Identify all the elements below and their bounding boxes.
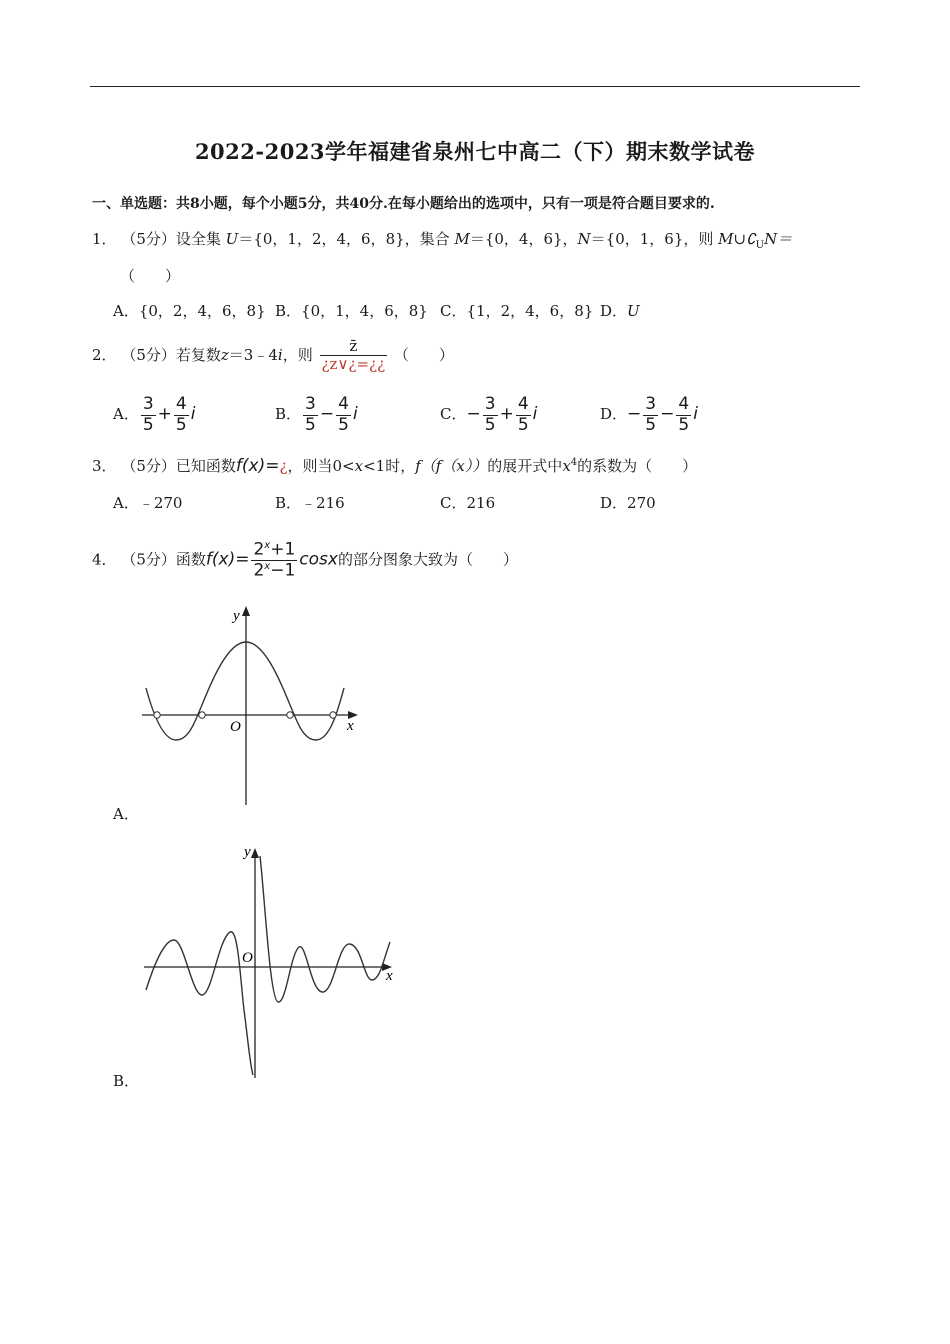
q4-den-sup: x [264,561,271,573]
q3-text-c: <1时， [363,457,416,475]
q2-paren: （ ） [393,345,454,364]
q1-var-n: N [577,230,591,248]
question-2 [92,338,454,374]
q2-d-frac1 [643,395,658,435]
graph-a-zero-1 [154,712,160,718]
q4-num-base: 2 [253,539,265,560]
q2-then: ，则 [282,345,313,364]
section-heading: 一、单选题：共8小题，每个小题5分，共40分.在每小题给出的选项中，只有一项是符合题目要求的. [92,196,715,212]
q1-sub: U [755,240,765,251]
q3-option-d: D．270 [600,494,656,512]
q1-set-n: ＝{0，1，6}，则 [590,230,714,248]
q3-garble: ¿ [279,457,288,475]
q2-d-label: D． [600,405,628,424]
q1-option-d-var: U [627,302,640,320]
q2-a-n1: 3 [142,394,154,414]
q1-paren: （ ） [120,267,181,285]
q2-option-b [275,395,358,435]
q2-b-d2: 5 [338,414,349,435]
question-4 [92,540,518,581]
graph-a-y-arrow [242,606,250,616]
q1-text: 设全集 [175,230,221,248]
graph-a [140,600,370,810]
q2-b-frac2 [336,395,351,435]
q4-cos: cosx [299,549,338,570]
graph-b [140,840,410,1080]
q2-c-d2: 5 [517,414,529,435]
q2-text: 若复数 [175,345,221,364]
graph-b-y-arrow [251,848,259,858]
q3-text-d: 的展开式中 [487,457,563,475]
q2-c-i: i [532,404,538,425]
q2-a-op: + [157,404,172,425]
q2-b-d1: 5 [305,414,316,435]
q2-d-d2: 5 [678,414,690,435]
q2-d-op: − [660,404,675,425]
q2-d-sign: − [627,404,642,425]
q1-var-m: M [454,230,470,248]
q2-a-frac2 [174,395,189,435]
q2-b-i: i [352,404,358,425]
page-title: 2022-2023学年福建省泉州七中高二（下）期末数学试卷 [194,139,756,164]
q2-c-frac2 [516,395,531,435]
graph-a-zero-2 [199,712,205,718]
q2-b-op: − [319,404,335,425]
q2-number: 2． [92,345,117,364]
graph-a-origin-label: O [230,719,241,735]
q2-var-z: z [220,345,229,364]
q4-num-tail: +1 [270,539,296,560]
q2-frac-num: z̄ [320,338,388,356]
graph-b-option-label: B． [113,1072,140,1090]
q1-number: 1． [92,230,117,248]
q2-b-n2: 4 [338,394,349,414]
q2-c-frac1 [483,395,498,435]
q1-option-d [600,300,640,321]
q4-text-a: 函数 [175,550,206,569]
q1-option-b: B．{0，1，4，6，8} [275,302,428,320]
graph-a-x-label: x [347,718,354,734]
q3-ffx: f（f（x）） [415,457,488,475]
q1-tail: N＝ [764,230,793,248]
q3-x4: x [562,457,571,475]
q4-den-base: 2 [253,560,265,581]
graph-a-zero-4 [330,712,336,718]
q4-frac-den [251,561,297,581]
q3-option-b: B．﹣216 [275,494,345,512]
q2-option-a [113,395,195,435]
q2-a-i: i [190,404,196,425]
q2-var-i: i [277,345,283,364]
q2-eq: ＝3﹣4 [228,345,278,364]
graph-a-option-label: A． [113,805,139,823]
q2-d-n1: 3 [645,394,657,414]
q2-option-c [440,395,537,435]
graph-b-curve-right [260,856,390,1002]
graph-a-curve [146,642,344,740]
q3-exp: 4 [570,457,578,468]
q1-option-d-label: D． [600,302,628,320]
q2-c-n1: 3 [484,394,496,414]
q3-text-e: 的系数为（ ） [577,457,698,475]
q1-set-u: ＝{0，1，2，4，6，8}，集合 [238,230,450,248]
q2-fraction [320,338,388,374]
q4-fx: f(x)= [205,549,250,570]
graph-b-curve-left [146,932,253,1075]
q4-score: （5分） [121,550,176,569]
q3-number: 3． [92,457,117,475]
q4-fraction [251,540,297,581]
q2-a-d2: 5 [175,414,187,435]
q2-a-n2: 4 [175,394,187,414]
q1-expr: M∪∁ [718,230,756,248]
q2-c-label: C． [440,405,467,424]
q2-c-d1: 5 [484,414,496,435]
q2-a-frac1 [141,395,156,435]
q2-option-d [600,395,698,435]
q2-score: （5分） [121,345,176,364]
q4-den-tail: −1 [270,560,296,581]
q3-x: x [354,457,364,475]
q2-c-sign: − [466,404,481,425]
q2-d-frac2 [676,395,691,435]
q2-c-op: + [499,404,514,425]
q1-option-c: C．{1，2，4，6，8} [440,302,594,320]
question-3 [92,455,697,476]
q2-d-n2: 4 [678,394,690,414]
graph-a-y-label: y [233,608,240,624]
q3-option-c: C．216 [440,494,496,512]
q3-option-a: A．﹣270 [113,494,183,512]
q4-number: 4． [92,550,117,569]
q4-frac-num [251,540,297,561]
question-1 [92,228,792,251]
q3-fx: f(x)= [235,456,280,476]
q2-d-d1: 5 [645,414,657,435]
q2-frac-den: ¿z∨¿=¿¿ [321,355,386,374]
q3-text-b: ，则当0< [287,457,355,475]
q3-score: （5分） [121,457,176,475]
graph-b-y-label: y [244,844,251,860]
q2-b-frac1 [303,395,318,435]
q2-a-label: A． [113,405,139,424]
q1-option-a: A．{0，2，4，6，8} [113,302,266,320]
q1-set-m: ＝{0，4，6}， [469,230,578,248]
q4-num-sup: x [264,540,271,551]
q2-b-label: B． [275,405,302,424]
q3-text-a: 已知函数 [175,457,236,475]
q2-a-d1: 5 [142,414,154,435]
q2-c-n2: 4 [517,394,529,414]
graph-a-zero-3 [287,712,293,718]
q4-text-b: 的部分图象大致为（ ） [337,550,518,569]
q2-d-i: i [693,404,698,425]
q2-b-n1: 3 [305,394,316,414]
graph-b-origin-label: O [242,950,253,966]
header-rule [90,86,860,87]
q1-score: （5分） [121,230,176,248]
graph-b-x-label: x [386,968,393,984]
q1-var-u: U [225,230,239,248]
